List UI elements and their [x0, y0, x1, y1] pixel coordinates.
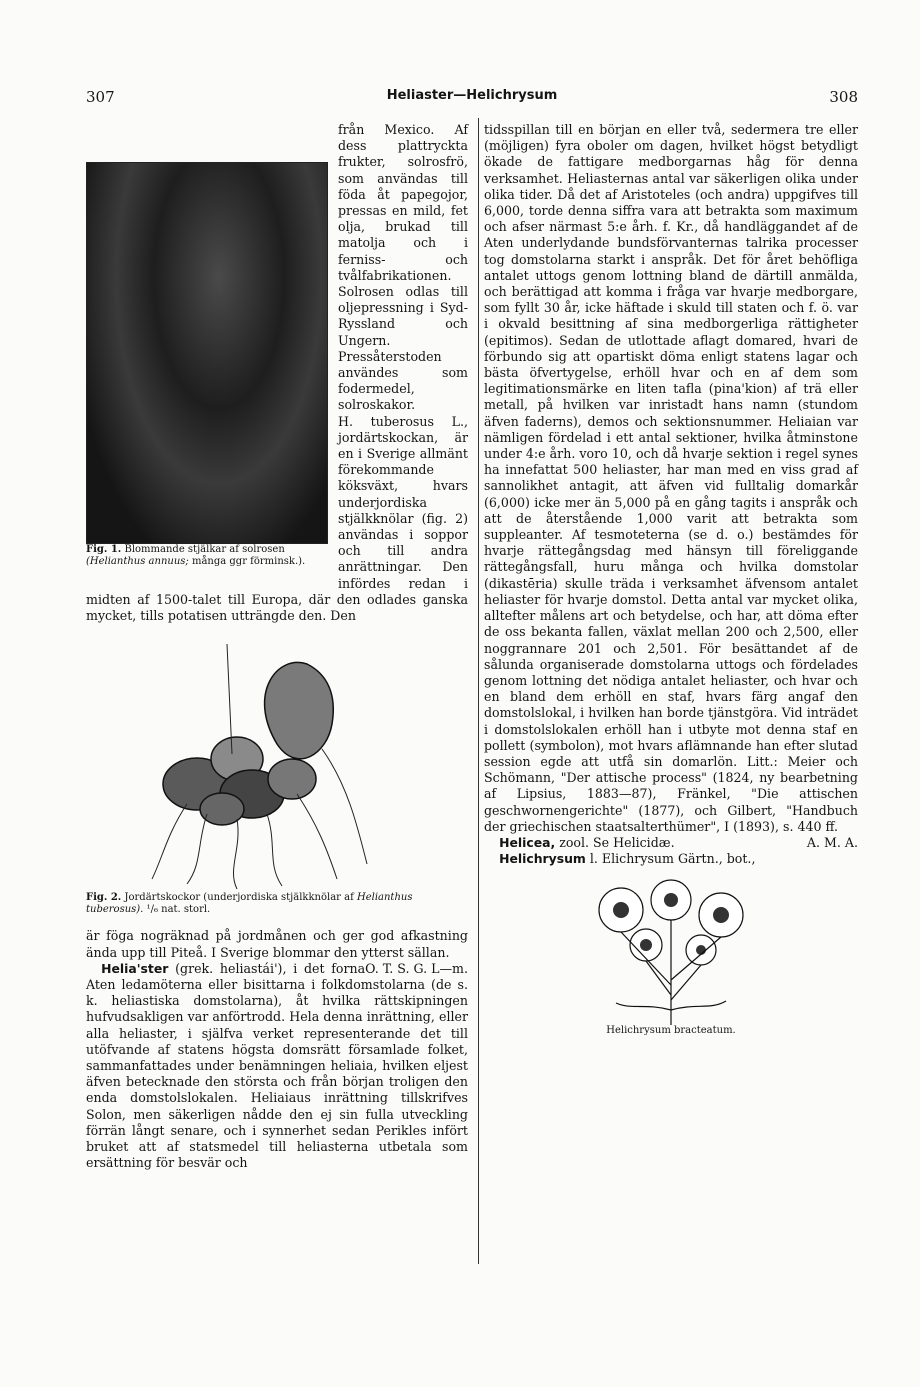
figure-2-caption-text: Jordärtskockor (underjordiska stjälkknölar af: [124, 892, 354, 904]
left-column: [86, 122, 468, 1272]
figure-2-caption-species: Helianthus tuberosus).: [86, 892, 413, 916]
helicea-entry: [484, 835, 858, 851]
figure-2-caption: [86, 892, 468, 916]
figure-1-caption-text: Blommande stjälkar af solrosen: [124, 544, 285, 555]
page-number-left: 307: [86, 88, 115, 106]
figure-1-caption-end: många ggr förminsk.).: [191, 556, 306, 567]
page-header: [86, 88, 858, 108]
figure-1-label: Fig. 1.: [86, 544, 122, 555]
column-divider: [478, 118, 479, 1264]
running-title: Heliaster—Helichrysum: [386, 88, 558, 103]
figure-2-label: Fig. 2.: [86, 892, 122, 904]
figure-sunflower: [86, 162, 328, 588]
figure-1-caption: [86, 544, 328, 568]
heliaster-entry: [86, 961, 468, 1172]
figure-1-caption-species: (Helianthus annuus;: [86, 556, 189, 567]
page-number-right: 308: [829, 88, 858, 106]
right-column: [484, 122, 858, 1272]
tubers-illustration: [127, 634, 427, 892]
yield-text: är föga nogräknad på jordmånen och ger god afkastning ända upp till Piteå. I Sverige blommar den ytterst sällan.: [86, 928, 468, 960]
figure-3-caption: Helichrysum bracteatum.: [606, 1025, 736, 1037]
figure-2-caption-end: ¹/₆ nat. storl.: [146, 904, 211, 916]
helianthus-intro-paragraph: från Mexico. Af dess plattryckta frukter, solrosfrö, som användas till föda åt papegojor, pressas en mild, fet olja, brukad till matolja och i ferniss- och tvålfabrikationen. Solrosen odlas till oljepressning i Syd-Ryssland och Ungern. Pressåterstoden användes som fodermedel, solroskakor.: [338, 122, 468, 413]
helichrysum-illustration: [576, 875, 766, 1025]
helianthus-tuberosus-paragraph: H. tuberosus L., jordärtskockan, är en i Sverige allmänt förekommande köksväxt, hvars underjordiska stjälkknölar (fig. 2) användas i soppor och till andra anrättningar. Den infördes redan i midten af 1500-talet till Europa, där den odlades ganska mycket, tills potatisen utträngde den. Den: [86, 413, 468, 624]
helichrysum-text: l. Elichrysum Gärtn., bot.,: [589, 851, 756, 867]
helichrysum-entry: [484, 851, 858, 867]
helicea-headword: Helicea,: [499, 834, 556, 850]
signature-2: A. M. A.: [806, 834, 858, 850]
sunflower-photo: [86, 162, 328, 544]
helicea-text: zool. Se Helicidæ.: [559, 834, 675, 850]
helichrysum-headword: Helichrysum: [499, 851, 586, 867]
figure-jerusalem-artichoke: [86, 634, 468, 924]
figure-helichrysum: [484, 875, 858, 1045]
heliaster-continued-text: tidsspillan till en början en eller två, sedermera tre eller (möjligen) fyra oboler om dagen, hvilket högst betydligt ökade de fattigare medborgarnas håg för denna verksamhet. Heliasternas antal var säkerligen olika under olika tider. Då det af Aristoteles (och andra) uppgifves till 6,000, torde denna siffra vara att betrakta som maximum och afser närmast 5:e årh. f. Kr., då handläggandet af de Aten underlydande bundsförvanternas talrika processer tog domstolarna starkt i anspråk. Det för året behöfliga antalet uttogs genom lottning bland de därtill anmälda, och berättigad att komma i fråga var hvarje medborgare, som fyllt 30 år, icke häftade i skuld till staten och f. ö. var i okvald besittning af sina medborgerliga rättigheter (epitimos). Sedan de utlottade aflagt domared, hvari de förbundo sig att opartiskt döma enligt statens lagar och bästa öfvertygelse, erhöll hvar och en af dem som legitimationsmärke en liten tafla (pina'kion) af trä eller metall, på hvilken var inristadt hans namn (stundom äfven faderns), demos och sektionsnummer. Heliaian var nämligen fördelad i ett antal sektioner, hvilka åtminstone under 4:e årh. voro 10, och då hvarje sektion i regel synes ha innefattat 500 heliaster, har man med en viss grad af sannolikhet antagit, att äfven vid fulltalig domarkår (6,000) icke mer än 5,000 på en gång tagits i anspråk och att de återstående 1,000 varit att betrakta som suppleanter. Af tesmoteterna (se d. o.) bestämdes för hvarje rättegångsdag med hänsyn till föreliggande rättegångsfall, huru många och hvilka domstolar (dikastēria) skulle träda i verksamhet äfvensom antalet heliaster för hvarje domstol. Detta antal var mycket olika, alltefter målens art och betydelse, och har, att döma efter de oss bekanta fallen, växlat mellan 200 och 2,500, eller noggrannare 201 och 2,501. För besättandet af de sålunda organiserade domstolarna uttogs och fördelades genom lottning det nödiga antalet heliaster, och hvar och en bland dem erhöll en staf, hvars färg angaf den domstolslokal, i hvilken han borde tjänstgöra. Vid inträdet i domstolslokalen erhöll han i utbyte mot denna staf en pollett (symbolon), mot hvars aflämnande han efter slutad session egde att utfå sin domarlön. Litt.: Meier och Schömann, "Der attische process" (1824, ny bearbetning af Lipsius, 1883—87), Fränkel, "Die attischen geschwornengerichte" (1877), och Gilbert, "Handbuch der griechischen staatsalterthümer", I (1893), s. 440 ff.: [484, 122, 858, 834]
signature-1: O. T. S. G. L—m.: [365, 960, 468, 976]
heliaster-text: (grek. heliastái'), i det forna Aten ledamöterna eller bisittarna i folkdomstolarna (de s. k. heliastiska domstolarna), åt hvilka rättskipningen hufvudsakligen var anförtrodd. Hela denna inrättning, eller alla heliaster, i själfva verket representerande det till utöfvande af statens högsta domsrätt församlade folket, sammanfattades under benämningen heliaia, hvilken eljest äfven betecknade den största och från början troligen den enda domstolslokalen. Heliaiaus inrättning tillskrifves Solon, men säkerligen nådde den ej sin fulla utveckling förrän långt senare, och i synnerhet sedan Perikles infört bruket att af statsmedel till heliasterna utbetala som ersättning för besvär och: [86, 960, 468, 1171]
heliaster-headword: Helia'ster: [101, 960, 169, 976]
